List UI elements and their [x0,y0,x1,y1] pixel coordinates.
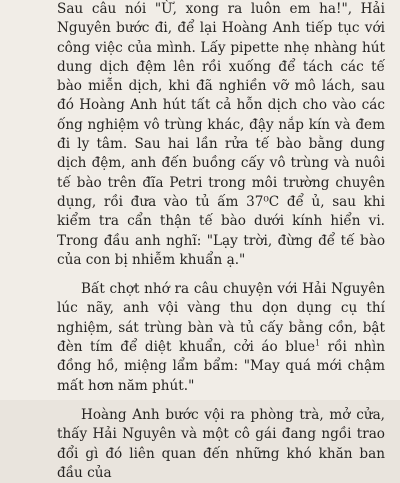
paragraph-2 [57,280,385,396]
footnote-marker: 1 [315,338,321,348]
paragraph-1: Sau câu nói "Ừ, xong ra luôn em ha!", Hải Nguyên bước đi, để lại Hoàng Anh tiếp tục với công việc của mình. Lấy pipette nhẹ nhàng hút dung dịch đệm lên rồi xuống để tách các tế bào miễn dịch, khi đã nghiền vỡ mô lách, sau đó Hoàng Anh hút tất cả hỗn dịch cho vào các ống nghiệm vô trùng khác, đậy nắp kín và đem đi ly tâm. Sau hai lần rửa tế bào bằng dung dịch đệm, anh đến buồng cấy vô trùng và nuôi tế bào trên đĩa Petri trong môi trường chuyên dụng, rồi đưa vào tủ ấm 37⁰C để ủ, sau khi kiểm tra cẩn thận tế bào dưới kính hiển vi. Trong đầu anh nghĩ: "Lạy trời, đừng để tế bào của con bị nhiễm khuẩn ạ." [57,1,385,268]
paragraph-2-text-b: rồi nhìn đồng hồ, miệng lẩm bẩm: "May quá mới chậm mất hơn năm phút." [57,339,385,394]
body-text [57,0,385,483]
paragraph-2-text-a: Bất chợt nhớ ra câu chuyện với Hải Nguyên lúc nãy, anh vội vàng thu dọn dụng cụ thí nghiệm, sát trùng bàn và tủ cấy bằng cồn, bật đèn tím để diệt khuẩn, cởi áo blue [57,281,385,356]
paragraph-3: Hoàng Anh bước vội ra phòng trà, mở cửa, thấy Hải Nguyên và một cô gái đang ngồi trao đổi gì đó liên quan đến những khó khăn ban đầu của [57,406,385,481]
page-bottom-edge [0,396,400,400]
